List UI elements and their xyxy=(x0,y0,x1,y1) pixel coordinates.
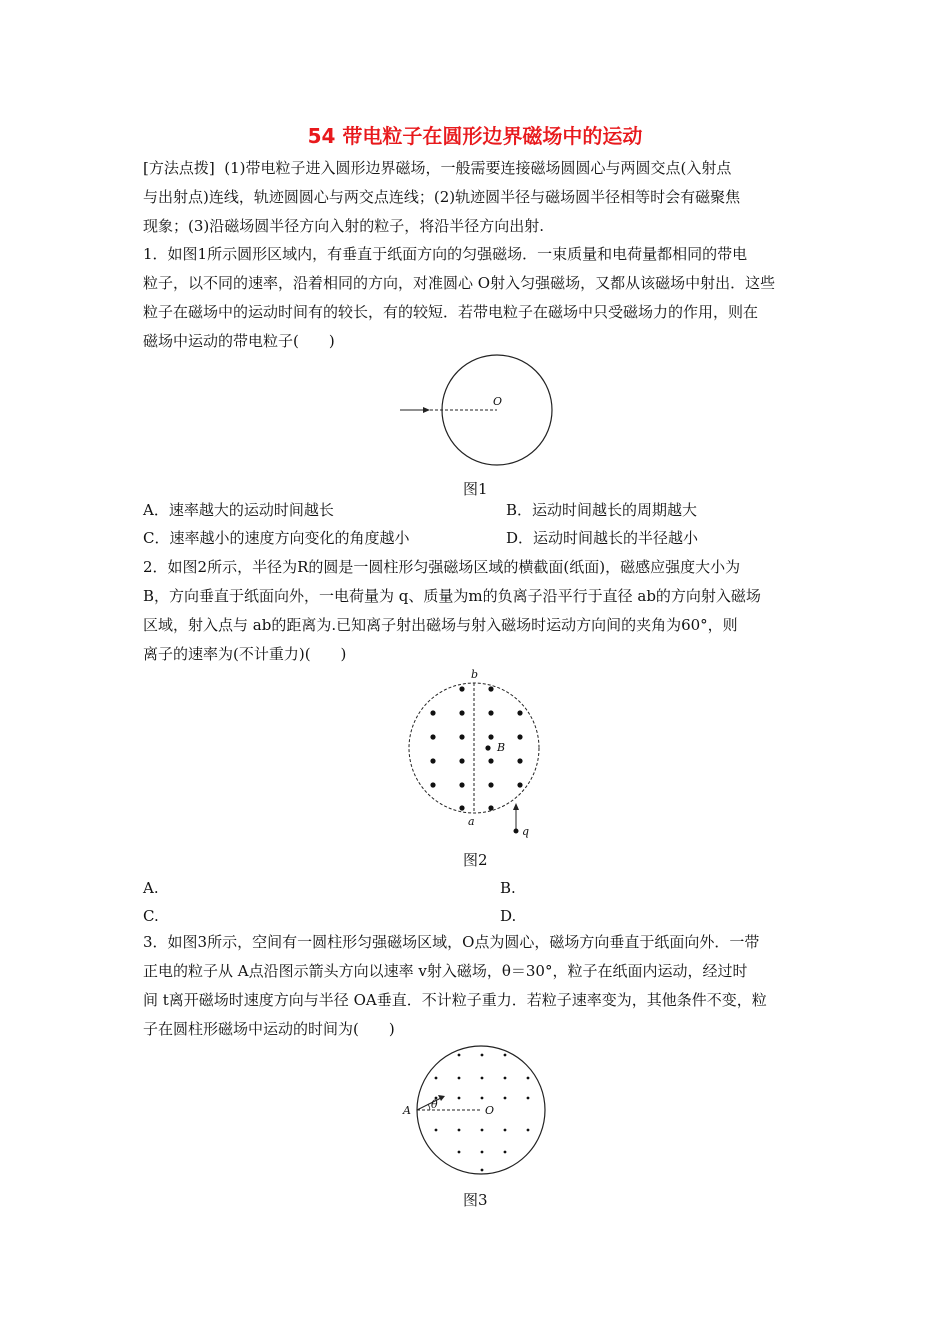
field-dot xyxy=(481,1129,484,1132)
method-line: 与出射点)连线，轨迹圆圆心与两交点连线；(2)轨迹圆半径与磁场圆半径相等时会有磁聚焦 xyxy=(143,188,741,206)
field-dot xyxy=(504,1054,507,1057)
field-dot xyxy=(458,1097,461,1100)
method-line: (1)带电粒子进入圆形边界磁场，一般需要连接磁场圆圆心与两圆交点(入射点 xyxy=(224,159,732,177)
field-dot xyxy=(458,1077,461,1080)
field-dot xyxy=(435,1077,438,1080)
field-dot xyxy=(481,1077,484,1080)
field-dot xyxy=(459,710,464,715)
angle-arc xyxy=(428,1104,430,1110)
arrow-icon xyxy=(423,407,430,413)
field-dot xyxy=(488,686,493,691)
option-b: B. xyxy=(500,879,516,897)
field-dot xyxy=(459,686,464,691)
field-dot xyxy=(527,1077,530,1080)
field-dot xyxy=(430,734,435,739)
field-dot xyxy=(527,1097,530,1100)
center-label-o: O xyxy=(493,395,503,408)
question-2-stem xyxy=(143,553,813,669)
field-dot xyxy=(430,710,435,715)
arrow-icon xyxy=(513,803,519,810)
label-B: B xyxy=(497,741,506,754)
option-c: C．速率越小的速度方向变化的角度越小 xyxy=(143,529,410,547)
method-line: 现象；(3)沿磁场圆半径方向入射的粒子，将沿半径方向出射. xyxy=(143,217,545,235)
field-dot xyxy=(430,782,435,787)
question-line: 正电的粒子从 A点沿图示箭头方向以速率 v射入磁场，θ＝30°，粒子在纸面内运动，经过时 xyxy=(143,962,748,980)
label-a: a xyxy=(468,815,475,828)
field-dot xyxy=(435,1129,438,1132)
field-dot xyxy=(488,782,493,787)
option-a: A．速率越大的运动时间越长 xyxy=(143,501,334,519)
figure-2 xyxy=(400,665,550,845)
field-dot xyxy=(485,745,490,750)
field-dot xyxy=(517,758,522,763)
field-dot xyxy=(459,805,464,810)
question-line: 粒子，以不同的速率，沿着相同的方向，对准圆心 O射入匀强磁场，又都从该磁场中射出．这些 xyxy=(143,274,776,292)
field-dot xyxy=(481,1151,484,1154)
option-b: B．运动时间越长的周期越大 xyxy=(506,501,698,519)
method-tips xyxy=(143,154,813,241)
question-line: B，方向垂直于纸面向外，一电荷量为 q、质量为m的负离子沿平行于直径 ab的方向射入磁场 xyxy=(143,587,761,605)
question-line: 1．如图1所示圆形区域内，有垂直于纸面方向的匀强磁场．一束质量和电荷量都相同的带电 xyxy=(143,245,748,263)
method-label: [方法点拨] xyxy=(143,159,215,177)
page-title: 54 带电粒子在圆形边界磁场中的运动 xyxy=(307,124,643,148)
field-dot xyxy=(458,1129,461,1132)
field-dot xyxy=(504,1151,507,1154)
field-dot xyxy=(488,758,493,763)
field-dot xyxy=(517,782,522,787)
field-dot xyxy=(517,734,522,739)
label-O: O xyxy=(485,1104,495,1117)
question-line: 离子的速率为(不计重力)( ) xyxy=(143,645,347,663)
figure-3 xyxy=(400,1040,550,1185)
field-dots xyxy=(435,1054,530,1172)
field-dot xyxy=(459,782,464,787)
question-line: 区域，射入点与 ab的距离为.已知离子射出磁场与射入磁场时运动方向间的夹角为60°，则 xyxy=(143,616,738,634)
option-a: A. xyxy=(143,879,159,897)
figure-2-caption: 图2 xyxy=(463,851,488,869)
field-dot xyxy=(458,1151,461,1154)
option-c: C. xyxy=(143,907,159,925)
figure-1 xyxy=(390,350,570,470)
field-dot xyxy=(504,1097,507,1100)
question-line: 3．如图3所示，空间有一圆柱形匀强磁场区域，O点为圆心，磁场方向垂直于纸面向外．一带 xyxy=(143,933,760,951)
question-line: 子在圆柱形磁场中运动的时间为( ) xyxy=(143,1020,395,1038)
arrow-icon xyxy=(438,1095,445,1101)
field-dots xyxy=(430,686,522,810)
field-dot xyxy=(481,1169,484,1172)
question-3-stem xyxy=(143,928,813,1044)
question-line: 粒子在磁场中的运动时间有的较长，有的较短．若带电粒子在磁场中只受磁场力的作用，则在 xyxy=(143,303,759,321)
label-A: A xyxy=(403,1104,411,1117)
label-q: q xyxy=(522,825,530,838)
field-dot xyxy=(481,1097,484,1100)
field-dot xyxy=(517,710,522,715)
option-d: D. xyxy=(500,907,517,925)
field-dot xyxy=(458,1054,461,1057)
question-line: 2．如图2所示，半径为R的圆是一圆柱形匀强磁场区域的横截面(纸面)，磁感应强度大小为 xyxy=(143,558,741,576)
question-line: 间 t离开磁场时速度方向与半径 OA垂直．不计粒子重力．若粒子速率变为，其他条件不变，粒 xyxy=(143,991,767,1009)
field-dot xyxy=(459,758,464,763)
particle-q xyxy=(514,829,519,834)
figure-1-caption: 图1 xyxy=(463,480,488,498)
field-dot xyxy=(459,734,464,739)
field-dot xyxy=(430,758,435,763)
question-line: 磁场中运动的带电粒子( ) xyxy=(143,332,335,350)
field-dot xyxy=(481,1054,484,1057)
figure-3-caption: 图3 xyxy=(463,1191,488,1209)
field-dot xyxy=(488,734,493,739)
option-d: D．运动时间越长的半径越小 xyxy=(506,529,699,547)
label-b: b xyxy=(471,668,479,681)
question-1-stem xyxy=(143,240,813,356)
field-dot xyxy=(488,805,493,810)
field-dot xyxy=(488,710,493,715)
label-theta: θ xyxy=(431,1098,438,1111)
field-dot xyxy=(504,1129,507,1132)
field-dot xyxy=(504,1077,507,1080)
field-dot xyxy=(527,1129,530,1132)
